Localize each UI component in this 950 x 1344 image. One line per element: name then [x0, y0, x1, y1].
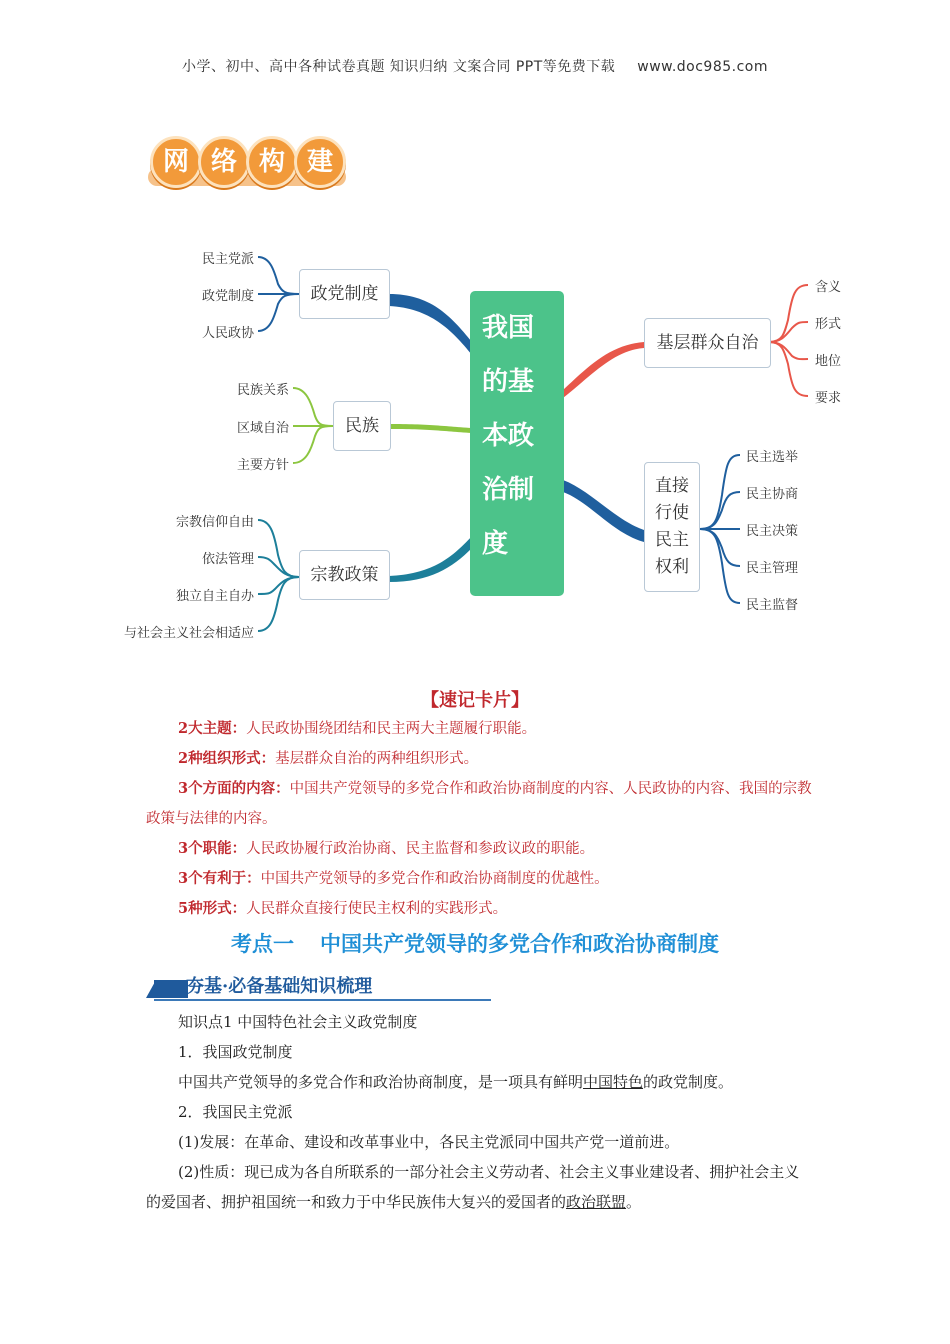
- card-key: 3个方面的内容：: [178, 780, 290, 797]
- leaf-label: 政党制度: [201, 289, 254, 304]
- card-key: 2种组织形式：: [178, 750, 276, 767]
- logo-char: 构: [246, 136, 298, 188]
- center-line: 度: [482, 529, 509, 559]
- branch-minzu: [389, 424, 472, 433]
- kaodian-title: 中国共产党领导的多党合作和政治协商制度: [320, 932, 719, 956]
- leaf-label: 宗教信仰自由: [175, 515, 254, 530]
- card-text: 人民政协履行政治协商、民主监督和参政议政的职能。: [246, 841, 595, 857]
- card-text: 人民群众直接行使民主权利的实践形式。: [246, 901, 508, 917]
- logo-char: 网: [150, 136, 202, 188]
- card-text: 中国共产党领导的多党合作和政治协商制度的内容、人民政协的内容、我国的宗教政策与法律的内容。: [146, 781, 812, 827]
- card-key: 5种形式：: [178, 900, 247, 917]
- leaf-label: 地位: [815, 354, 842, 369]
- header-site-link[interactable]: www.doc985.com: [637, 59, 769, 75]
- leaf-label: 人民政协: [201, 326, 254, 341]
- leaf-clip: [123, 622, 254, 641]
- bracket-zhijie: [700, 455, 740, 603]
- card-key: 3个职能：: [178, 840, 247, 857]
- body-section: [146, 1007, 811, 1217]
- leaf-label: 含义: [815, 280, 842, 295]
- branch-zhijie: [563, 480, 644, 542]
- leaf-label: 形式: [815, 317, 842, 332]
- card-text: 基层群众自治的两种组织形式。: [275, 751, 479, 767]
- page-header: [0, 56, 950, 76]
- paragraph-text: 中国共产党领导的多党合作和政治协商制度，是一项具有鲜明: [178, 1073, 584, 1091]
- node-zhijie: [644, 462, 700, 592]
- bracket-zhengdang: [258, 257, 299, 331]
- subheading: 2．我国民主党派: [178, 1103, 293, 1121]
- mind-map: [0, 230, 950, 650]
- kaodian-number: 考点一: [231, 932, 294, 956]
- branch-zhengdang: [389, 294, 472, 355]
- center-line: 本政: [482, 421, 535, 451]
- subheading: 1．我国政党制度: [178, 1043, 293, 1061]
- card-item: [146, 714, 826, 924]
- banner-underline: [154, 999, 491, 1001]
- leaf-label: 区域自治: [236, 421, 289, 436]
- paragraph-text: 。: [626, 1193, 642, 1211]
- mind-map-center-node: [470, 291, 564, 596]
- node-zhengdang: 政党制度: [299, 269, 390, 319]
- section-banner: [146, 972, 491, 1002]
- paragraph-text: 的政党制度。: [643, 1073, 734, 1091]
- leaf-label: 民主选举: [746, 450, 799, 465]
- bracket-zongjiao: [258, 520, 299, 631]
- underlined-term: 政治联盟: [566, 1193, 627, 1211]
- node-zhijie-line: 民主: [655, 530, 689, 550]
- leaf-label: 民族关系: [236, 383, 289, 398]
- logo-char: 建: [294, 136, 346, 188]
- leaf-label: 独立自主自办: [175, 589, 254, 604]
- card-text: 中国共产党领导的多党合作和政治协商制度的优越性。: [260, 871, 609, 887]
- card-text: 人民政协围绕团结和民主两大主题履行职能。: [246, 721, 537, 737]
- leaf-label: 与社会主义社会相适应: [123, 626, 254, 641]
- center-line: 我国: [482, 313, 535, 343]
- card-title: 【速记卡片】: [421, 690, 529, 711]
- leaf-label: 主要方针: [236, 458, 289, 473]
- section-logo: [148, 132, 348, 194]
- paragraph: (1)发展：在革命、建设和改革事业中，各民主党派同中国共产党一道前进。: [178, 1133, 680, 1151]
- node-zongjiao: 宗教政策: [299, 550, 390, 600]
- node-jiceng: 基层群众自治: [644, 318, 771, 368]
- paragraph-text: (2)性质：现已成为各自所联系的一部分社会主义劳动者、社会主义事业建设者、拥护社会主义的爱国者、拥护祖国统一和致力于中华民族伟大复兴的爱国者的: [146, 1163, 800, 1211]
- leaf-label: 民主协商: [746, 487, 799, 502]
- paragraph: [146, 1157, 811, 1217]
- card-key: 3个有利于：: [178, 870, 261, 887]
- center-line: 治制: [482, 475, 535, 505]
- kaodian-heading: [0, 928, 950, 958]
- branch-zongjiao: [389, 536, 472, 582]
- leaf-label: 民主决策: [746, 524, 799, 539]
- node-zhijie-line: 直接: [655, 476, 689, 496]
- underlined-term: 中国特色: [583, 1073, 644, 1091]
- header-text: 小学、初中、高中各种试卷真题 知识归纳 文案合同 PPT等免费下载: [181, 59, 616, 75]
- branch-jiceng: [563, 342, 644, 398]
- leaf-label: 民主管理: [746, 561, 799, 576]
- leaf-label: 依法管理: [201, 552, 254, 567]
- bracket-minzu: [293, 388, 333, 463]
- node-zhijie-line: 行使: [655, 503, 689, 523]
- leaf-label: 民主党派: [201, 252, 254, 267]
- knowledge-point-title: 知识点1 中国特色社会主义政党制度: [178, 1013, 418, 1031]
- paragraph: [146, 1067, 811, 1097]
- node-zhijie-line: 权利: [655, 557, 689, 577]
- banner-block: [154, 980, 188, 998]
- node-minzu: 民族: [333, 401, 391, 451]
- card-key: 2大主题：: [178, 720, 247, 737]
- center-line: 的基: [482, 367, 535, 397]
- leaf-label: 要求: [815, 391, 842, 406]
- leaf-label: 民主监督: [746, 598, 799, 613]
- banner-text: 夯基·必备基础知识梳理: [186, 976, 373, 997]
- logo-char: 络: [198, 136, 250, 188]
- bracket-jiceng: [769, 285, 808, 396]
